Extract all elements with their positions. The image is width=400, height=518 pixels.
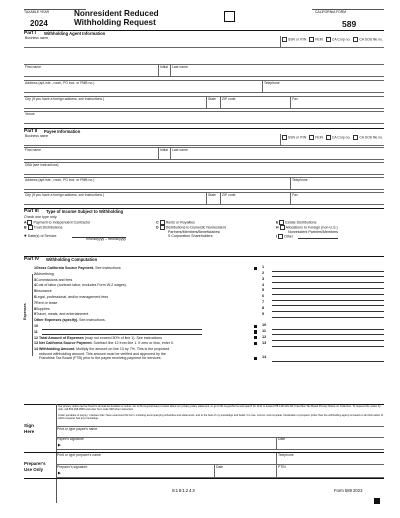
marker-square-icon — [254, 357, 257, 360]
checkbox[interactable] — [326, 135, 331, 140]
line-label: Net California Source Payment. — [39, 341, 93, 346]
use-only-label: Use Only — [24, 467, 44, 472]
checkbox[interactable] — [280, 225, 285, 230]
preparer-print-name-row[interactable]: Print or type preparer's name Telephone — [56, 453, 384, 465]
dates-format-hint: mm/dd/yyyy – mm/dd/yyyy — [86, 237, 126, 241]
line-label: 10 — [34, 324, 38, 328]
sign-label: Sign — [24, 423, 34, 428]
barcode-box — [224, 11, 235, 22]
line-number: 7 — [262, 299, 265, 304]
line-label-number: 8 — [34, 306, 36, 311]
agent-address-row[interactable]: Address (apt./ste., room, PO box, or PMB no.) Telephone — [24, 80, 384, 93]
payee-name-row[interactable]: First name Initial Last name — [24, 147, 384, 160]
line-label-number: 3 — [34, 277, 36, 282]
line-label-number: 7 — [34, 300, 36, 305]
line-label: Withholding Amount. — [39, 347, 76, 352]
line14-continuation: Franchise Tax Board (FTB) prior to the payee receiving payment for services. — [39, 356, 162, 361]
checkbox[interactable] — [326, 37, 331, 42]
venue-row[interactable]: Venue — [24, 111, 384, 124]
checkbox[interactable] — [353, 135, 358, 140]
agent-name-row[interactable]: First name Initial Last name — [24, 64, 384, 77]
part1-header: Part I Withholding Agent Information — [24, 30, 384, 37]
option-a[interactable]: A Payment to Independent Contractor — [24, 220, 91, 225]
computation-line — [34, 283, 384, 288]
payee-id-options[interactable]: SSN or ITIN FEIN CA Corp no. CA SOS file no. — [282, 135, 383, 140]
preparers-label: Preparer's — [24, 461, 46, 466]
other-expenses-label — [34, 318, 106, 322]
option-e[interactable]: E Estate Distributions — [276, 220, 317, 225]
line-label-rest: See instructions — [94, 266, 121, 270]
marker-square-icon — [254, 336, 257, 339]
tax-year: 2024 — [30, 19, 48, 28]
line-number: 10 — [262, 323, 267, 328]
computation-line — [34, 295, 384, 300]
footer-form-ref: Form 589 2023 — [334, 488, 363, 493]
line-number: 11 — [262, 328, 267, 333]
line-label-rest: Multiply the amount on line 13 by 7%. This is the proposed — [75, 347, 170, 352]
line-label-number: 12 — [34, 335, 39, 340]
option-d-line3: S Corporation Shareholders — [168, 234, 213, 238]
line-label: Total Amount of Expenses — [39, 335, 84, 340]
checkbox[interactable] — [309, 135, 314, 140]
line-number: 9 — [262, 311, 265, 316]
computation-line — [34, 266, 384, 271]
line-label: Insurance — [36, 289, 52, 294]
line-label: Supplies — [36, 306, 50, 311]
option-d-line2: Partners/Members/Beneficiaries/ — [168, 229, 221, 234]
computation-line — [34, 330, 384, 335]
line-number: 12 — [262, 334, 267, 339]
line-label-number: 14 — [34, 347, 39, 352]
checkbox[interactable] — [282, 135, 287, 140]
computation-line — [34, 301, 384, 306]
footer-code: 8101243 — [172, 489, 196, 494]
marker-square-icon — [254, 267, 257, 270]
line-label-number: 2 — [34, 271, 36, 276]
expenses-side-label: Expenses — [23, 303, 27, 320]
dates-of-service[interactable]: ● Date(s) of Service — [24, 233, 57, 238]
line-number: 3 — [262, 276, 265, 281]
line-label: Advertising — [36, 271, 54, 276]
line-label-rest: Subtract line 12 from line 1. If zero or less, enter 0. — [92, 341, 175, 346]
line-label: Rent or lease — [36, 300, 58, 305]
marker-square-icon — [254, 342, 257, 345]
computation-line — [34, 307, 384, 312]
checkbox[interactable] — [278, 234, 283, 239]
form-title-line2: Withholding Request — [74, 18, 156, 27]
checkbox[interactable] — [353, 37, 358, 42]
computation-line — [34, 312, 384, 317]
payee-print-name-row[interactable]: Print or type payee's name — [56, 426, 384, 438]
amount-input[interactable] — [272, 361, 384, 362]
agent-id-options[interactable]: SSN or ITIN FEIN CA Corp no. CA SOS file no. — [282, 37, 383, 42]
computation-line — [34, 341, 384, 346]
marker-square-icon — [254, 325, 257, 328]
other-expenses-title: Other Expenses (specify). — [34, 318, 79, 323]
computation-line — [34, 336, 384, 341]
computation-line — [34, 272, 384, 277]
line-label: Travel, meals, and entertainment — [36, 312, 89, 317]
computation-line — [34, 289, 384, 294]
preparer-signature-row[interactable]: Preparer's signature ▶ Date PTIN — [56, 465, 384, 478]
form-number: 589 — [342, 19, 357, 29]
computation-line — [34, 278, 384, 283]
line-label-number: 6 — [34, 295, 36, 299]
line-label-number: 4 — [34, 283, 36, 288]
taxable-year-label: TAXABLE YEAR — [24, 10, 50, 14]
other-expenses-rest: See instructions. — [78, 318, 106, 323]
checkbox[interactable] — [309, 37, 314, 42]
line-number: 4 — [262, 282, 265, 287]
line-label-number: 9 — [34, 312, 36, 317]
part3-header: Part III Type of Income Subject to Withholding — [24, 208, 384, 215]
perjury-declaration: Under penalties of perjury, I declare that I have examined this form, including accompanying schedules and statements, and to the best of my knowledge and belief, it is true, correct, and complete. Declaration of preparer (other than the withholding agent) is based on all information of which preparer has any knowledge. — [58, 414, 384, 421]
payee-city-row[interactable]: City (If you have a foreign address, see instructions.) State ZIP code Fax — [24, 192, 384, 205]
line-label: Commissions and fees — [36, 277, 73, 282]
option-i[interactable]: I Other — [276, 234, 293, 239]
option-d[interactable]: D Distributions to Domestic Nonresident — [156, 225, 226, 230]
line-label-number: 13 — [34, 341, 39, 346]
line14-continuation: reduced withholding amount. This amount must be verified and approved by the — [39, 351, 166, 356]
payee-business-name-row[interactable]: Business name SSN or ITIN FEIN CA Corp no. CA SOS file no. — [24, 134, 384, 146]
check-one-text: Check one type only. — [24, 215, 58, 219]
corner-registration-mark — [374, 498, 380, 504]
option-b[interactable]: B Trust Distributions — [24, 225, 63, 230]
bullet: ● — [24, 233, 27, 238]
line-label: Gross California Source Payment. — [36, 266, 95, 270]
part4-header: Part IV Withholding Computation — [24, 256, 384, 263]
privacy-notice: Our privacy notice can be found in annual tax booklets or online. Go to ftb.ca.gov/privacy to learn about our privacy policy statement, or go to ftb.ca.gov/forms and search for 1131 to locate FTB 1131 EN-SP, Franchise Tax Board Privacy Notice on Collection. To request this notice by mail, call 800.338.0505 and enter form code 948 when instructed. — [58, 405, 381, 412]
line-label: 11 — [34, 329, 38, 334]
line-label: Legal, professional, and/or management fees — [36, 295, 109, 299]
line-number: 13 — [262, 340, 267, 345]
agent-city-row[interactable]: City (If you have a foreign address, see instructions.) State ZIP code Fax — [24, 96, 384, 109]
line-label-rest: (may not exceed 50% of line 1). See instructions — [83, 335, 163, 340]
agent-business-name-row[interactable]: Business name SSN or ITIN FEIN CA Corp no. CA SOS file no. — [24, 36, 384, 48]
line-number: 6 — [262, 294, 265, 299]
california-form-label: CALIFORNIA FORM — [315, 10, 347, 14]
line-label-number: 5 — [34, 289, 36, 294]
form-title-line1: Nonresident Reduced — [74, 9, 159, 18]
line-number: 1 — [262, 265, 265, 270]
payee-signature-row[interactable]: Payee's signature ▶ Date — [56, 437, 384, 450]
option-h-line2: Nonresident Partners/Members — [288, 229, 338, 234]
line-label: Cost of labor (contract labor, excludes Form W-2 wages). — [36, 283, 127, 288]
line-number: 2 — [262, 270, 265, 275]
amount-input[interactable] — [272, 317, 384, 318]
line-label-number: 1 — [34, 266, 36, 270]
other-input-line[interactable] — [298, 238, 338, 239]
option-c[interactable]: C Rents or Royalties — [156, 220, 195, 225]
computation-line — [34, 356, 384, 361]
payee-address-row[interactable]: Address (apt./ste., room, PO box, or PMB no.) Telephone — [24, 177, 384, 190]
marker-square-icon — [254, 330, 257, 333]
line-number: 8 — [262, 305, 265, 310]
computation-line — [34, 324, 384, 329]
here-label: Here — [24, 429, 35, 434]
line-number: 14 — [262, 355, 267, 360]
payee-dba-row[interactable]: DBA (see instructions) — [24, 162, 384, 175]
checkbox[interactable] — [160, 225, 165, 230]
sign-arrow: ▶ — [58, 443, 61, 447]
line-number: 5 — [262, 288, 265, 293]
amount-input[interactable] — [272, 346, 384, 347]
option-h[interactable]: H Allocations to Foreign (non-U.S.) — [276, 225, 338, 230]
sign-arrow: ▶ — [58, 471, 61, 475]
part2-header: Part II Payee Information — [24, 128, 384, 135]
line14-label — [34, 347, 169, 351]
checkbox[interactable] — [282, 37, 287, 42]
checkbox[interactable] — [28, 225, 33, 230]
